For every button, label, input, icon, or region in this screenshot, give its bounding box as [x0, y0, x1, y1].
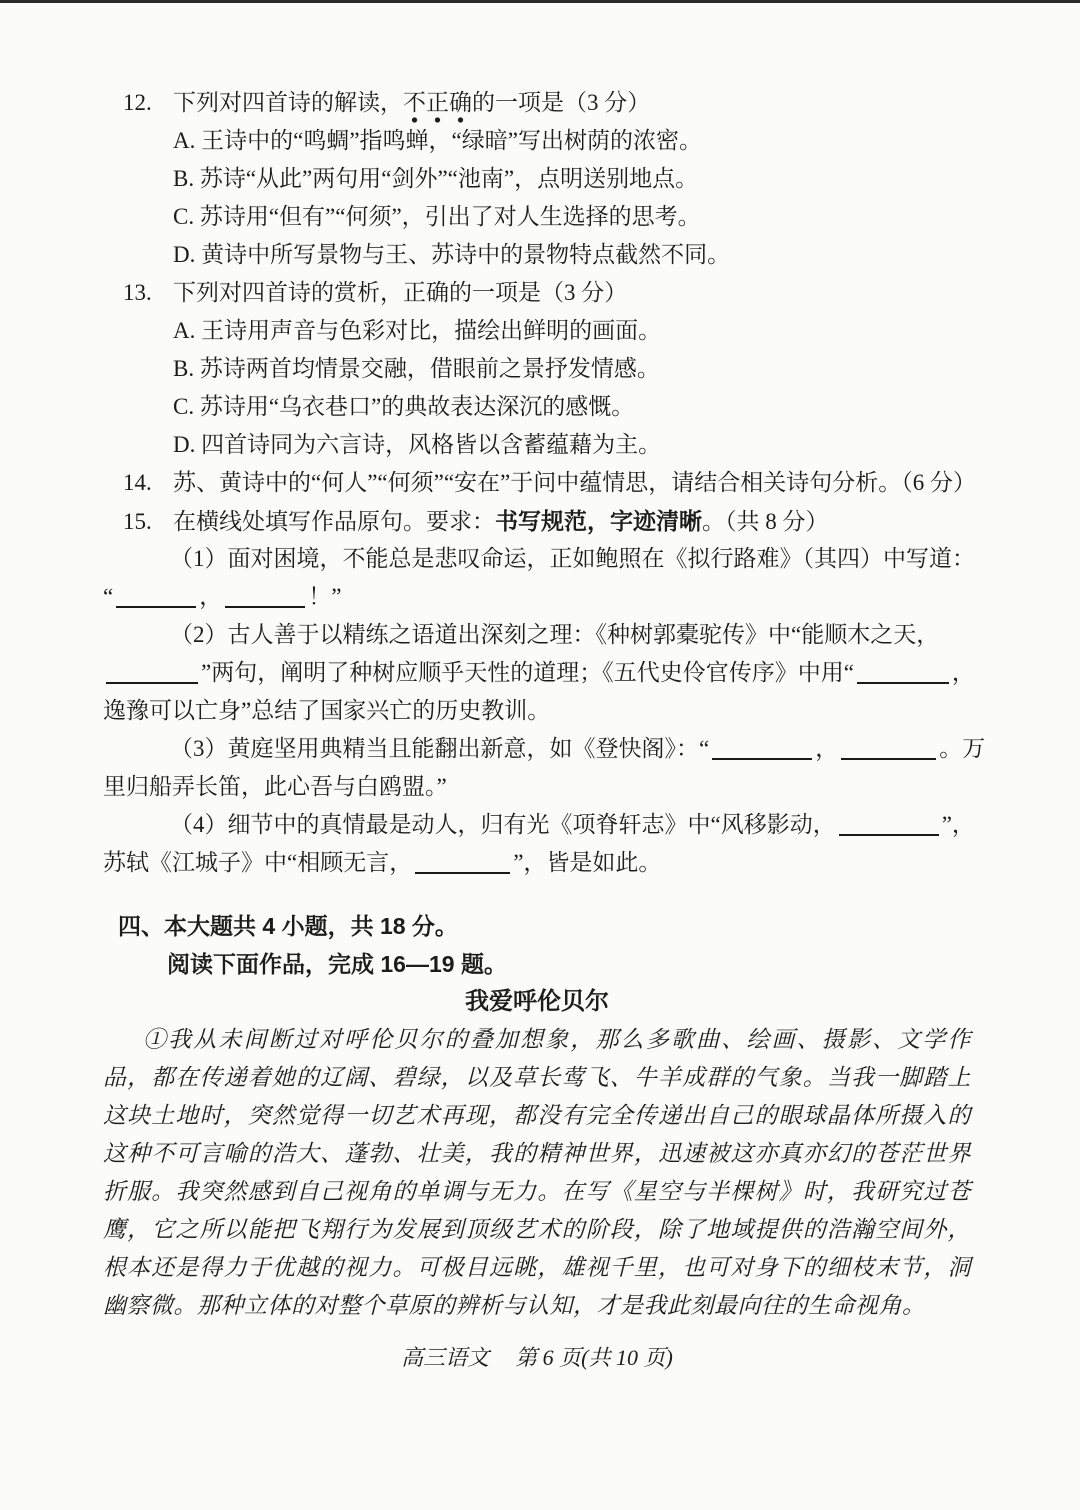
- question-12-option-c: C. 苏诗用“但有”“何须”，引出了对人生选择的思考。: [173, 204, 701, 229]
- section-4-heading: 四、本大题共 4 小题，共 18 分。: [118, 913, 458, 939]
- section-4-instruction: 阅读下面作品，完成 16—19 题。: [167, 951, 507, 977]
- answer-blank: [839, 834, 939, 836]
- q15-part3-line2: 里归船弄长笛，此心吾与白鸥盟。”: [103, 774, 447, 799]
- line-end: ”，皆是如此。: [513, 850, 662, 875]
- passage-line: 幽察微。那种立体的对整个草原的辨析与认知，才是我此刻最向往的生命视角。: [103, 1293, 926, 1318]
- footer-page-info: 第 6 页(共 10 页): [515, 1345, 673, 1370]
- question-14-stem: [103, 464, 977, 502]
- question-13-stem-text: 下列对四首诗的赏析，正确的一项是（3 分）: [173, 280, 628, 305]
- q15-part2-line2: [103, 654, 975, 692]
- page-footer: [103, 1339, 971, 1377]
- answer-blank: [712, 758, 812, 760]
- answer-blank: [415, 872, 510, 874]
- passage-line: 鹰，它之所以能把飞翔行为发展到顶级艺术的阶段，除了地域提供的浩瀚空间外，: [103, 1217, 971, 1242]
- passage-line: 这块土地时，突然觉得一切艺术再现，都没有完全传递出自己的眼球晶体所摄入的: [103, 1103, 971, 1128]
- quote-open: “: [103, 584, 114, 609]
- question-12-option-a: A. 王诗中的“鸣蜩”指鸣蝉，“绿暗”写出树荫的浓密。: [173, 128, 702, 153]
- page-content: [103, 84, 986, 1377]
- question-12-stem-pre: 下列对四首诗的解读，: [173, 90, 403, 115]
- line-end: 。万: [939, 736, 986, 761]
- answer-blank: [116, 606, 196, 608]
- question-12-option-b: B. 苏诗“从此”两句用“剑外”“池南”，点明送别地点。: [173, 166, 699, 191]
- scan-edge: [0, 0, 1080, 3]
- q15-part1-line1: （1）面对困境，不能总是悲叹命运，正如鲍照在《拟行路难》（其四）中写道：: [170, 546, 975, 571]
- answer-blank: [841, 758, 936, 760]
- question-12-option-d: D. 黄诗中所写景物与王、苏诗中的景物特点截然不同。: [173, 242, 731, 267]
- question-13-stem: [103, 274, 971, 312]
- question-13-number: 13.: [123, 280, 152, 305]
- passage-line: ①我从未间断过对呼伦贝尔的叠加想象，那么多歌曲、绘画、摄影、文学作: [143, 1027, 971, 1052]
- question-12-stem: [103, 84, 971, 122]
- question-13-option-b: B. 苏诗两首均情景交融，借眼前之景抒发情感。: [173, 356, 660, 381]
- answer-blank: [857, 682, 949, 684]
- q15-part1-answer-line: [103, 578, 971, 616]
- essay-title: 我爱呼伦贝尔: [465, 988, 609, 1015]
- q15-part4-line2: [103, 844, 971, 882]
- q15-part4-line1: [103, 806, 975, 844]
- question-12-stem-emphasized: 不正确: [403, 90, 472, 123]
- question-12-number: 12.: [123, 90, 152, 115]
- line-end: ！”: [308, 584, 342, 609]
- q15-part3-line1-text: （3）黄庭坚用典精当且能翻出新意，如《登快阁》：“: [170, 736, 710, 761]
- question-13-option-c: C. 苏诗用“乌衣巷口”的典故表达深沉的感慨。: [173, 394, 635, 419]
- question-15-number: 15.: [123, 509, 152, 534]
- question-12-stem-post: 的一项是（3 分）: [472, 90, 651, 115]
- q15-part3-line1: [103, 730, 986, 768]
- q15-part2-line1: （2）古人善于以精练之语道出深刻之理：《种树郭橐驼传》中“能顺木之天，: [170, 622, 940, 647]
- comma: ，: [951, 660, 975, 685]
- comma: ，: [815, 736, 839, 761]
- question-13-option-a: A. 王诗用声音与色彩对比，描绘出鲜明的画面。: [173, 318, 662, 343]
- line-end: ”，: [941, 812, 975, 837]
- passage-line: 折服。我突然感到自己视角的单调与无力。在写《星空与半棵树》时，我研究过苍: [103, 1179, 971, 1204]
- footer-course: 高三语文: [401, 1345, 490, 1370]
- comma: ，: [199, 584, 223, 609]
- answer-blank: [106, 682, 198, 684]
- question-15-stem: [103, 502, 971, 540]
- passage-line: 品，都在传递着她的辽阔、碧绿，以及草长莺飞、牛羊成群的气象。当我一脚踏上: [103, 1065, 971, 1090]
- question-15-stem-bold: 书写规范，字迹清晰: [495, 508, 702, 534]
- passage-line: 根本还是得力于优越的视力。可极目远眺，雄视千里，也可对身下的细枝末节，洞: [103, 1255, 971, 1280]
- question-13-option-d: D. 四首诗同为六言诗，风格皆以含蓄蕴藉为主。: [173, 432, 662, 457]
- q15-part2-line2-text: ”两句，阐明了种树应顺乎天性的道理；《五代史伶官传序》中用“: [201, 660, 854, 685]
- q15-part2-line3: 逸豫可以亡身”总结了国家兴亡的历史教训。: [103, 698, 551, 723]
- question-14-stem-text: 苏、黄诗中的“何人”“何须”“安在”于问中蕴情思，请结合相关诗句分析。（6 分）: [173, 470, 977, 495]
- passage-line: 这种不可言喻的浩大、蓬勃、壮美，我的精神世界，迅速被这亦真亦幻的苍茫世界: [103, 1141, 971, 1166]
- question-14-number: 14.: [123, 470, 152, 495]
- answer-blank: [225, 606, 305, 608]
- q15-part4-line2-text: 苏轼《江城子》中“相顾无言，: [103, 850, 413, 875]
- question-15-stem-post: 。（共 8 分）: [702, 509, 829, 534]
- question-15-stem-pre: 在横线处填写作品原句。要求：: [173, 509, 495, 534]
- q15-part4-line1-text: （4）细节中的真情最是动人，归有光《项脊轩志》中“风移影动，: [170, 812, 836, 837]
